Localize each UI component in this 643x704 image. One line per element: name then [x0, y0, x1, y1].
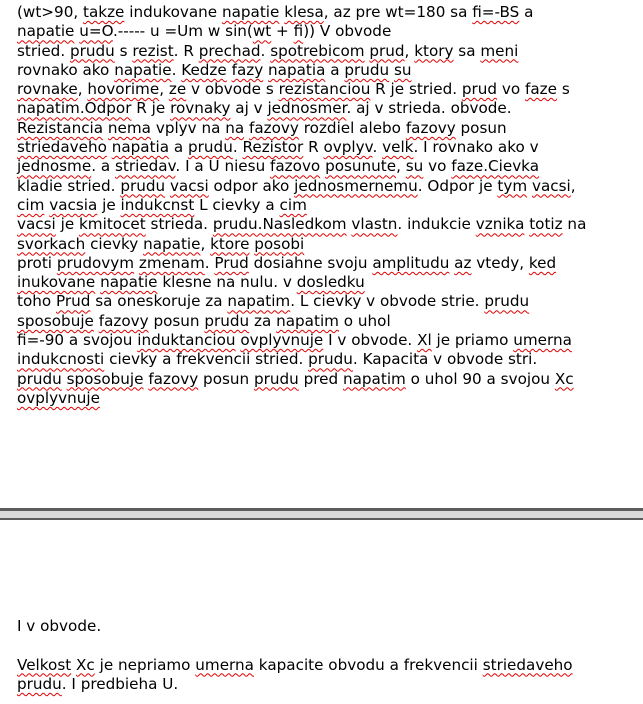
- text-run[interactable]: posun: [148, 311, 205, 330]
- text-run[interactable]: rovnako ako: [17, 60, 115, 79]
- misspelled-word[interactable]: meni: [480, 41, 519, 60]
- text-run[interactable]: .: [204, 253, 215, 272]
- text-line[interactable]: [17, 235, 633, 254]
- text-run[interactable]: ,: [404, 41, 415, 60]
- text-run[interactable]: vtedy,: [471, 253, 529, 272]
- text-line[interactable]: [17, 636, 633, 655]
- text-line[interactable]: [17, 80, 633, 99]
- misspelled-word[interactable]: prud: [369, 41, 405, 60]
- misspelled-word[interactable]: Velkost: [17, 655, 72, 674]
- misspelled-word[interactable]: az: [454, 253, 472, 272]
- misspelled-word[interactable]: ze: [168, 80, 187, 99]
- text-run[interactable]: fi=-90 a svojou: [17, 331, 138, 350]
- text-run[interactable]: R je: [131, 99, 171, 118]
- misspelled-word[interactable]: prudu: [69, 41, 115, 60]
- misspelled-word[interactable]: rovnake: [17, 80, 78, 99]
- misspelled-word[interactable]: prudu.Nasledkom: [212, 215, 347, 234]
- text-run[interactable]: I v obvode.: [323, 331, 418, 350]
- text-run[interactable]: . a: [91, 157, 115, 176]
- text-run[interactable]: . L cievky v obvode strie.: [290, 292, 485, 311]
- misspelled-word[interactable]: napatim.Odpor: [17, 99, 132, 118]
- text-run[interactable]: kapacite obvodu a frekvencii: [253, 655, 483, 674]
- text-line[interactable]: [17, 215, 633, 234]
- text-line[interactable]: [17, 254, 633, 273]
- misspelled-word[interactable]: klesa: [284, 3, 324, 21]
- misspelled-word[interactable]: inukovane: [17, 273, 96, 292]
- text-run[interactable]: s: [114, 41, 133, 60]
- text-line[interactable]: [17, 617, 633, 636]
- text-run[interactable]: .: [232, 138, 243, 157]
- text-run[interactable]: o uhol: [338, 311, 391, 330]
- misspelled-word[interactable]: fazovo: [270, 157, 321, 176]
- misspelled-word[interactable]: vacsi: [531, 176, 571, 195]
- text-line[interactable]: [17, 656, 633, 675]
- text-run[interactable]: aj v: [230, 99, 268, 118]
- misspelled-word[interactable]: prudu: [17, 674, 62, 693]
- text-run[interactable]: sa: [453, 41, 481, 60]
- misspelled-word[interactable]: takze: [83, 3, 125, 21]
- text-run[interactable]: o uhol 90 a svojou: [405, 369, 555, 388]
- page-2-text[interactable]: [17, 617, 633, 694]
- text-line[interactable]: [17, 196, 633, 215]
- text-run[interactable]: ,: [77, 80, 88, 99]
- misspelled-word[interactable]: Xc: [76, 655, 95, 674]
- text-line[interactable]: [17, 42, 633, 61]
- text-run[interactable]: .----- u =Um w sin(: [112, 22, 253, 41]
- misspelled-word[interactable]: wt: [252, 22, 272, 41]
- misspelled-word[interactable]: prudu: [484, 292, 530, 311]
- text-run[interactable]: ,: [396, 157, 406, 176]
- text-run[interactable]: rozdiel alebo: [298, 118, 406, 137]
- misspelled-word[interactable]: faze.Cievka: [451, 157, 540, 176]
- text-run[interactable]: pred: [298, 369, 343, 388]
- text-run[interactable]: L cievky a: [194, 195, 280, 214]
- misspelled-word[interactable]: rezist: [132, 41, 174, 60]
- misspelled-word[interactable]: sposobuje: [17, 311, 94, 330]
- text-run[interactable]: za: [249, 311, 277, 330]
- text-run[interactable]: . I predbieha U.: [61, 674, 179, 693]
- text-run[interactable]: sa oneskoruje za: [90, 292, 228, 311]
- misspelled-word[interactable]: napatie: [17, 22, 75, 41]
- misspelled-word[interactable]: Kedze: [181, 60, 227, 79]
- misspelled-word[interactable]: napatia: [111, 138, 170, 157]
- misspelled-word[interactable]: ktory: [414, 41, 454, 60]
- text-line[interactable]: [17, 157, 633, 176]
- text-line[interactable]: [17, 331, 633, 350]
- misspelled-word[interactable]: nema: [107, 118, 151, 137]
- misspelled-word[interactable]: fazovy: [98, 311, 149, 330]
- text-run[interactable]: cievky: [85, 234, 144, 253]
- text-run[interactable]: .: [171, 60, 182, 79]
- misspelled-word[interactable]: napatia: [268, 60, 326, 79]
- text-run[interactable]: na: [562, 215, 587, 234]
- text-run[interactable]: strieda.: [145, 215, 213, 234]
- text-run[interactable]: posun: [198, 369, 254, 388]
- misspelled-word[interactable]: napatie: [143, 234, 201, 253]
- text-run[interactable]: ,: [159, 80, 169, 99]
- text-run[interactable]: cievky a frekvencii stried.: [104, 350, 309, 369]
- text-run[interactable]: . I a U niesu: [175, 157, 271, 176]
- text-run[interactable]: indukovane: [124, 3, 222, 21]
- text-run[interactable]: . indukcie: [397, 215, 476, 234]
- misspelled-word[interactable]: jednosmer: [267, 99, 347, 118]
- text-run[interactable]: . Kapacita v obvode stri.: [352, 350, 538, 369]
- text-run[interactable]: vplyv na: [151, 118, 226, 137]
- text-line[interactable]: [17, 3, 633, 22]
- misspelled-word[interactable]: napatim: [227, 292, 291, 311]
- misspelled-word[interactable]: prudu: [17, 369, 62, 388]
- text-run[interactable]: s: [557, 80, 570, 99]
- misspelled-word[interactable]: prudu: [254, 369, 299, 388]
- text-run[interactable]: toho: [17, 292, 56, 311]
- misspelled-word[interactable]: posobi: [254, 234, 305, 253]
- misspelled-word[interactable]: vlastn: [351, 215, 398, 234]
- misspelled-word[interactable]: fazy: [231, 60, 264, 79]
- text-run[interactable]: kladie stried.: [17, 176, 121, 195]
- misspelled-word[interactable]: Xl: [417, 331, 432, 350]
- misspelled-word[interactable]: spotrebicom: [270, 41, 365, 60]
- misspelled-word[interactable]: napatie: [221, 3, 280, 21]
- text-line[interactable]: [17, 99, 633, 118]
- misspelled-word[interactable]: prudu: [188, 138, 233, 157]
- misspelled-word[interactable]: striedaveho: [482, 655, 573, 674]
- misspelled-word[interactable]: Rezistancia: [17, 118, 104, 137]
- misspelled-word[interactable]: umerna: [513, 331, 572, 350]
- misspelled-word[interactable]: Prud: [56, 292, 91, 311]
- text-run[interactable]: I v obvode.: [17, 617, 102, 635]
- text-line[interactable]: [17, 292, 633, 311]
- misspelled-word[interactable]: faze: [525, 80, 557, 99]
- text-run[interactable]: vo: [497, 80, 526, 99]
- misspelled-word[interactable]: Xc: [554, 369, 574, 388]
- text-run[interactable]: v obvode s: [186, 80, 279, 99]
- misspelled-word[interactable]: hovorime: [87, 80, 160, 99]
- text-run[interactable]: je priamo: [431, 331, 514, 350]
- text-line[interactable]: [17, 22, 633, 41]
- misspelled-word[interactable]: fi: [293, 22, 304, 41]
- misspelled-word[interactable]: velk: [382, 138, 414, 157]
- misspelled-word[interactable]: Rezistor: [242, 138, 304, 157]
- misspelled-word[interactable]: prudu: [204, 311, 250, 330]
- misspelled-word[interactable]: vacsia: [49, 195, 98, 214]
- misspelled-word[interactable]: dosledku: [296, 273, 365, 292]
- misspelled-word[interactable]: indukcnosti: [17, 350, 105, 369]
- misspelled-word[interactable]: fazovy: [405, 118, 456, 137]
- text-line[interactable]: [17, 119, 633, 138]
- text-run[interactable]: . I rovnako ako v: [413, 138, 539, 157]
- text-line[interactable]: [17, 312, 633, 331]
- text-run[interactable]: posun: [455, 118, 507, 137]
- text-run[interactable]: ,: [570, 176, 576, 195]
- misspelled-word[interactable]: napatie: [114, 60, 172, 79]
- text-run[interactable]: vo: [423, 157, 452, 176]
- text-run[interactable]: .: [260, 41, 271, 60]
- text-run[interactable]: odpor ako: [208, 176, 295, 195]
- text-line[interactable]: [17, 61, 633, 80]
- text-run[interactable]: je: [97, 195, 121, 214]
- text-run[interactable]: . Odpor je: [417, 176, 498, 195]
- misspelled-word[interactable]: prudovym: [56, 253, 135, 272]
- text-run[interactable]: . R: [173, 41, 199, 60]
- misspelled-word[interactable]: napatim: [276, 311, 339, 330]
- text-line[interactable]: [17, 138, 633, 157]
- misspelled-word[interactable]: sposobuje: [66, 369, 144, 388]
- misspelled-word[interactable]: fazovy: [249, 118, 299, 137]
- misspelled-word[interactable]: jednosmernemu: [294, 176, 418, 195]
- text-run[interactable]: R je stried.: [370, 80, 462, 99]
- text-run[interactable]: +: [271, 22, 294, 41]
- misspelled-word[interactable]: totiz: [529, 215, 563, 234]
- text-line[interactable]: [17, 370, 633, 389]
- misspelled-word[interactable]: ktore: [210, 234, 250, 253]
- text-line[interactable]: [17, 350, 633, 369]
- misspelled-word[interactable]: kmitocet: [79, 215, 146, 234]
- misspelled-word[interactable]: prudu: [308, 350, 353, 369]
- misspelled-word[interactable]: rezistanciou: [278, 80, 371, 99]
- misspelled-word[interactable]: indukcnst: [120, 195, 195, 214]
- misspelled-word[interactable]: fazovy: [148, 369, 199, 388]
- text-line[interactable]: [17, 273, 633, 292]
- text-run[interactable]: a: [519, 3, 534, 21]
- misspelled-word[interactable]: ovplyvnuje: [17, 388, 100, 407]
- text-run[interactable]: ,: [200, 234, 211, 253]
- text-run[interactable]: a: [325, 60, 345, 79]
- text-run[interactable]: .: [372, 138, 383, 157]
- text-run[interactable]: je: [55, 215, 80, 234]
- misspelled-word[interactable]: amplitudu: [372, 253, 450, 272]
- misspelled-word[interactable]: napatim: [342, 369, 406, 388]
- misspelled-word[interactable]: su: [405, 157, 424, 176]
- misspelled-word[interactable]: prud: [461, 80, 498, 99]
- misspelled-word[interactable]: vznika: [475, 215, 525, 234]
- misspelled-word[interactable]: ovplyvnuje: [240, 331, 324, 350]
- misspelled-word[interactable]: ovplyv: [323, 138, 373, 157]
- page-1-text[interactable]: [17, 3, 633, 408]
- text-run[interactable]: , az pre wt=180 sa: [323, 3, 473, 21]
- text-run[interactable]: (wt>90,: [17, 3, 84, 21]
- page-break-separator: [0, 508, 643, 520]
- misspelled-word[interactable]: fi=-BS: [472, 3, 520, 21]
- text-run[interactable]: . aj v strieda. obvode.: [346, 99, 512, 118]
- misspelled-word[interactable]: umerna: [195, 655, 254, 674]
- text-run[interactable]: je nepriamo: [94, 655, 196, 674]
- misspelled-word[interactable]: su: [394, 60, 412, 79]
- text-run[interactable]: a: [169, 138, 189, 157]
- misspelled-word[interactable]: prechad: [198, 41, 261, 60]
- misspelled-word[interactable]: na: [225, 118, 245, 137]
- text-line[interactable]: [17, 675, 633, 694]
- misspelled-word[interactable]: zmenam: [138, 253, 205, 272]
- text-run[interactable]: klesne na nulu. v: [157, 273, 297, 292]
- misspelled-word[interactable]: napatie: [100, 273, 158, 292]
- text-run[interactable]: dosiahne svoju: [248, 253, 373, 272]
- document-page-2[interactable]: [0, 520, 643, 704]
- misspelled-word[interactable]: striedaveho: [17, 138, 107, 157]
- text-run[interactable]: stried.: [17, 41, 70, 60]
- misspelled-word[interactable]: jednosme: [17, 157, 92, 176]
- misspelled-word[interactable]: Prud: [214, 253, 249, 272]
- misspelled-word[interactable]: induktanciou: [137, 331, 236, 350]
- text-run[interactable]: )) V obvode: [303, 22, 392, 41]
- text-run[interactable]: proti: [17, 253, 57, 272]
- text-line[interactable]: [17, 389, 633, 408]
- misspelled-word[interactable]: u=O: [79, 22, 113, 41]
- text-line[interactable]: [17, 177, 633, 196]
- misspelled-word[interactable]: cim: [279, 195, 307, 214]
- misspelled-word[interactable]: ked: [528, 253, 557, 272]
- misspelled-word[interactable]: striedav: [114, 157, 176, 176]
- misspelled-word[interactable]: rovnaky: [170, 99, 231, 118]
- text-run[interactable]: R: [303, 138, 324, 157]
- misspelled-word[interactable]: cim: [17, 195, 45, 214]
- misspelled-word[interactable]: vacsi: [169, 176, 209, 195]
- misspelled-word[interactable]: svorkach: [17, 234, 86, 253]
- misspelled-word[interactable]: prudu: [120, 176, 166, 195]
- misspelled-word[interactable]: prudu: [344, 60, 390, 79]
- misspelled-word[interactable]: vacsi: [17, 215, 56, 234]
- misspelled-word[interactable]: tym: [497, 176, 528, 195]
- misspelled-word[interactable]: posunute: [325, 157, 397, 176]
